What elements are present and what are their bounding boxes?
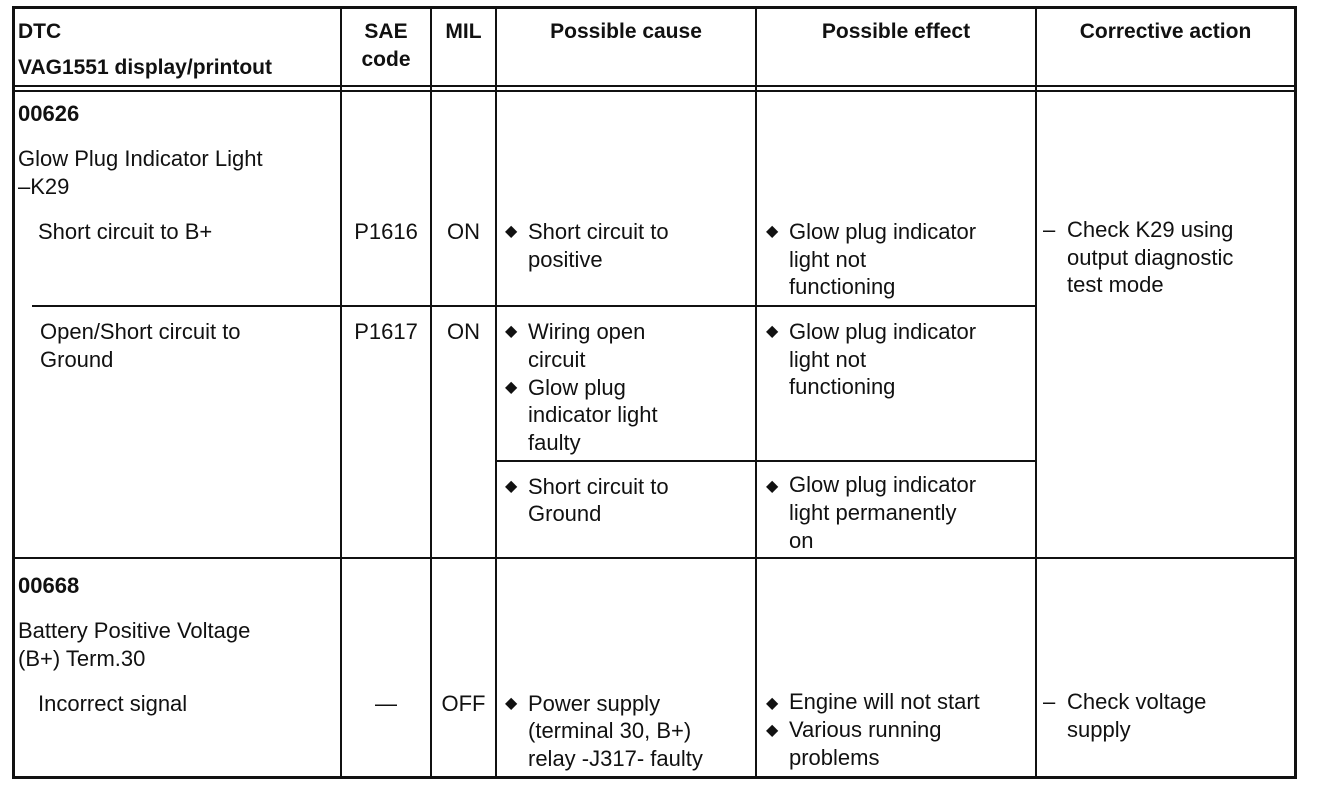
- fault-type: Incorrect signal: [38, 691, 188, 716]
- fault-type: Short circuit to B+: [38, 219, 213, 244]
- border-left: [12, 6, 15, 779]
- bullet-icon: ◆: [505, 478, 518, 495]
- header-dtc: DTC: [18, 20, 62, 43]
- bullet-icon: ◆: [766, 323, 779, 340]
- bullet-icon: ◆: [766, 478, 779, 495]
- effect-text: light not: [789, 347, 867, 372]
- bullet-icon: ◆: [505, 695, 518, 712]
- dtc-code: 00626: [18, 101, 80, 126]
- effect-text: Glow plug indicator: [789, 319, 977, 344]
- row-line-1: [32, 305, 1036, 307]
- mil-status: OFF: [441, 691, 486, 716]
- col-line-2: [430, 6, 432, 779]
- component-name: Glow Plug Indicator Light: [18, 146, 263, 171]
- effect-text: Glow plug indicator: [789, 472, 977, 497]
- col-line-3: [495, 6, 497, 779]
- bullet-icon: ◆: [505, 379, 518, 396]
- header-rule-2: [12, 90, 1297, 92]
- action-text: Check voltage: [1067, 689, 1207, 714]
- bullet-icon: ◆: [766, 223, 779, 240]
- action-text: test mode: [1067, 272, 1164, 297]
- col-line-1: [340, 6, 342, 779]
- header-code: code: [361, 48, 411, 71]
- header-rule-1: [12, 85, 1297, 87]
- cause-text: circuit: [528, 347, 586, 372]
- dash-icon: –: [1043, 689, 1056, 714]
- cause-text: Short circuit to: [528, 474, 669, 499]
- action-text: supply: [1067, 717, 1131, 742]
- header-display-printout: VAG1551 display/printout: [18, 56, 272, 79]
- dtc-code: 00668: [18, 573, 80, 598]
- cause-text: Glow plug: [528, 375, 626, 400]
- effect-text: functioning: [789, 274, 896, 299]
- bullet-icon: ◆: [505, 323, 518, 340]
- mil-status: ON: [447, 319, 480, 344]
- effect-text: Engine will not start: [789, 689, 980, 714]
- cause-text: Ground: [528, 501, 602, 526]
- mil-status: ON: [447, 219, 480, 244]
- sae-code: P1617: [354, 319, 418, 344]
- effect-text: light permanently: [789, 500, 957, 525]
- header-corrective-action: Corrective action: [1079, 20, 1252, 43]
- cause-text: relay -J317- faulty: [528, 746, 703, 771]
- col-line-5: [1035, 6, 1037, 779]
- bullet-icon: ◆: [766, 695, 779, 712]
- border-top: [12, 6, 1297, 9]
- header-possible-effect: Possible effect: [821, 20, 971, 43]
- cause-text: Power supply: [528, 691, 661, 716]
- effect-text: Glow plug indicator: [789, 219, 977, 244]
- component-id: –K29: [18, 174, 70, 199]
- dash-icon: –: [1043, 217, 1056, 242]
- row-line-2: [497, 460, 1036, 462]
- action-text: output diagnostic: [1067, 245, 1234, 270]
- sae-code: P1616: [354, 219, 418, 244]
- effect-text: light not: [789, 247, 867, 272]
- cause-text: (terminal 30, B+): [528, 718, 692, 743]
- effect-text: on: [789, 528, 814, 553]
- header-mil: MIL: [445, 20, 482, 43]
- bullet-icon: ◆: [505, 223, 518, 240]
- header-sae: SAE: [364, 20, 408, 43]
- cause-text: faulty: [528, 430, 581, 455]
- fault-type: Ground: [40, 347, 114, 372]
- cause-text: positive: [528, 247, 603, 272]
- action-text: Check K29 using: [1067, 217, 1234, 242]
- cause-text: Short circuit to: [528, 219, 669, 244]
- effect-text: problems: [789, 745, 880, 770]
- effect-text: functioning: [789, 374, 896, 399]
- cause-text: indicator light: [528, 402, 658, 427]
- col-line-4: [755, 6, 757, 779]
- group-separator: [12, 557, 1297, 559]
- effect-text: Various running: [789, 717, 942, 742]
- border-bottom: [12, 776, 1297, 779]
- bullet-icon: ◆: [766, 722, 779, 739]
- component-id: (B+) Term.30: [18, 646, 146, 671]
- border-right: [1294, 6, 1297, 779]
- header-possible-cause: Possible cause: [550, 20, 702, 43]
- cause-text: Wiring open: [528, 319, 646, 344]
- sae-code: —: [375, 691, 397, 716]
- fault-type: Open/Short circuit to: [40, 319, 241, 344]
- component-name: Battery Positive Voltage: [18, 618, 251, 643]
